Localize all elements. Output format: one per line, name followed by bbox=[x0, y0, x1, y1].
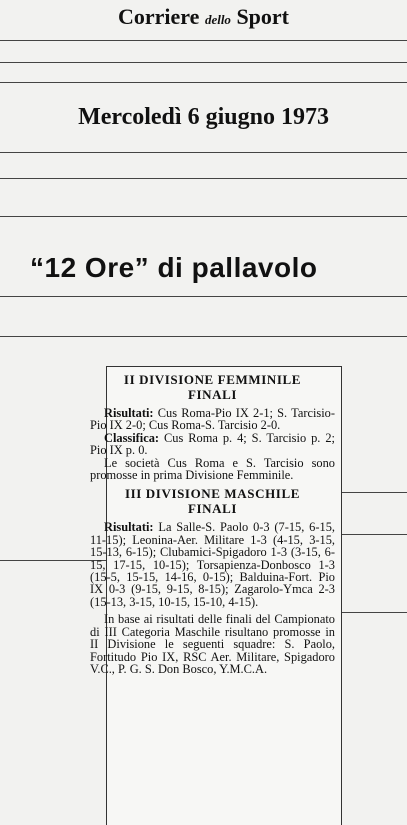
fem-results-text: Cus Roma-Pio IX 2-1; S. Tarcisio-Pio IX 2-0; Cus Roma-S. Tarcisio 2-0. bbox=[90, 406, 335, 433]
male-results-label: Risultati: bbox=[104, 520, 154, 535]
rule bbox=[0, 82, 407, 83]
fem-class-label: Classifica: bbox=[104, 430, 160, 445]
page-date: Mercoledì 6 giugno 1973 bbox=[78, 104, 329, 130]
rule bbox=[0, 296, 407, 297]
fem-heading-2: FINALI bbox=[187, 387, 238, 402]
fem-promo: Le società Cus Roma e S. Tarcisio sono promosse in prima Divisione Femminile. bbox=[90, 455, 335, 483]
male-promo: In base ai risultati delle finali del Campionato di III Categoria Maschile risultano promosse in II Divisione le seguenti squadre: S. Paolo, Fortitudo Pio IX, RSC Aer. Militare, Spigadoro V.C., P. G. S. Don Bosco, Y.M.C.A. bbox=[90, 612, 335, 676]
masthead-small: dello bbox=[204, 12, 231, 27]
masthead bbox=[0, 4, 407, 30]
rule bbox=[340, 612, 407, 613]
article-body bbox=[90, 372, 335, 675]
rule bbox=[340, 492, 407, 493]
male-heading-2: FINALI bbox=[187, 501, 238, 517]
male-heading-1: III DIVISIONE MASCHILE bbox=[124, 486, 301, 502]
fem-results bbox=[90, 407, 335, 432]
fem-class bbox=[90, 432, 335, 457]
rule bbox=[0, 216, 407, 217]
masthead-tail: Sport bbox=[236, 4, 289, 29]
rule bbox=[0, 178, 407, 179]
fem-class-text: Cus Roma p. 4; S. Tarcisio p. 2; Pio IX p. 0. bbox=[90, 430, 335, 458]
rule bbox=[0, 152, 407, 153]
rule bbox=[0, 336, 407, 337]
masthead-main: Corriere bbox=[118, 4, 200, 29]
fem-results-label: Risultati: bbox=[104, 406, 154, 420]
article-headline: “12 Ore” di pallavolo bbox=[30, 252, 318, 283]
rule bbox=[340, 534, 407, 535]
male-results-text: La Salle-S. Paolo 0-3 (7-15, 6-15, 11-15); Leonina-Aer. Militare 1-3 (4-15, 3-15, 15-13, 6-15); Clubamici-Spigadoro 1-3 (3-15, 6-15, 17-15, 10-15); Torsapienza-Donbosco 1-3 (15-5, 15-15, 14-16, 0-15); Balduina-Fort. Pio IX 0-3 (9-15, 9-15, 8-15); Zagarolo-Ymca 2-3 (15-13, 3-15, 10-15, 15-10, 4-15). bbox=[90, 520, 335, 609]
male-results bbox=[90, 521, 335, 608]
rule bbox=[0, 40, 407, 41]
fem-heading-1: II DIVISIONE FEMMINILE bbox=[123, 372, 302, 387]
rule bbox=[0, 62, 407, 63]
